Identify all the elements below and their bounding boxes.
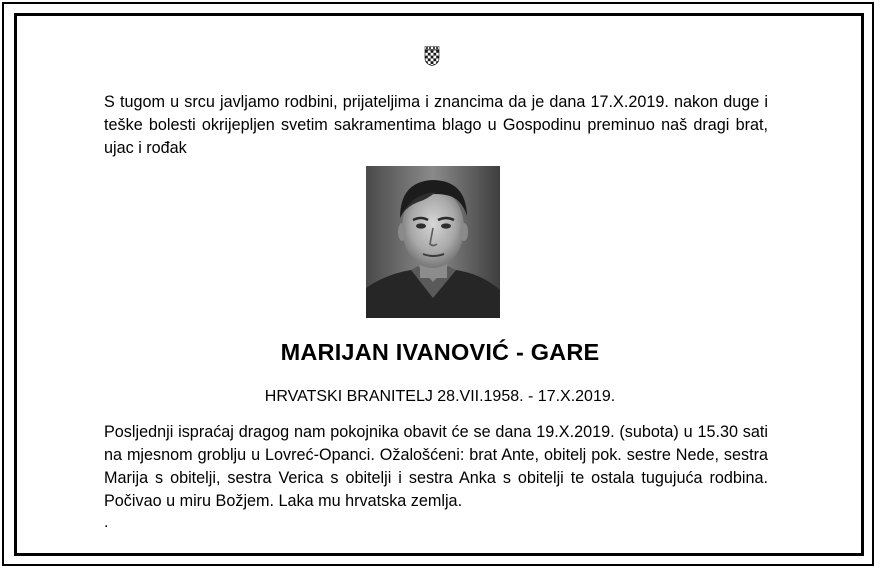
croatian-coat-of-arms-icon (424, 46, 440, 66)
title-and-dates: HRVATSKI BRANITELJ 28.VII.1958. - 17.X.2019. (264, 388, 616, 405)
deceased-name: MARIJAN IVANOVIĆ - GARE (280, 339, 600, 365)
trailing-dot: . (104, 514, 109, 531)
deceased-portrait-photo (366, 166, 500, 318)
announcement-intro: S tugom u srcu javljamo rodbini, prijateljima i znancima da je dana 17.X.2019. nakon duge i teške bolesti okrijepljen svetim sakramentima blago u Gospodinu preminuo naš dragi brat, ujac i rođak (104, 93, 768, 157)
funeral-details: Posljednji ispraćaj dragog nam pokojnika obavit će se dana 19.X.2019. (subota) u 15.30 sati na mjesnom groblju u Lovreć-Opanci. Ožalošćeni: brat Ante, obitelj pok. sestre Nede, sestra Marija s obitelji, sestra Verica s obitelji i sestra Anka s obitelji te ostala tugujuća rodbina. Počivao u miru Božjem. Laka mu hrvatska zemlja. (104, 423, 768, 510)
